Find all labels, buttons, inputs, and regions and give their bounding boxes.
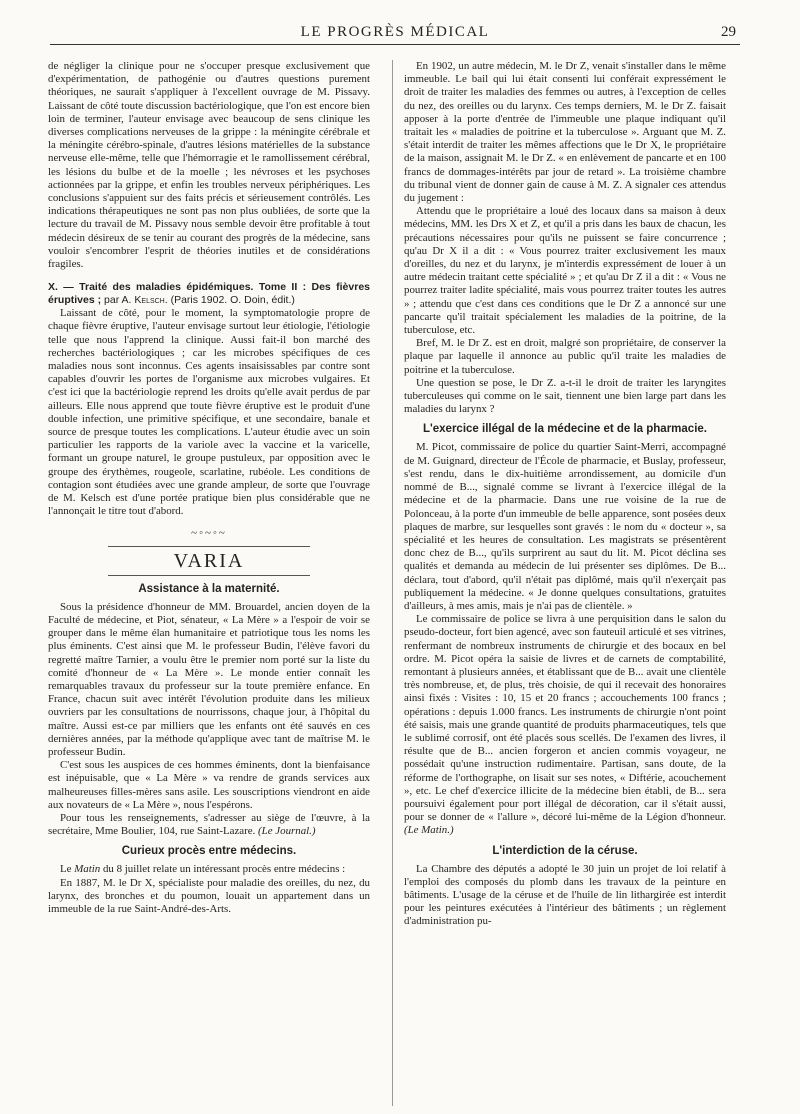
maternite-contact: Pour tous les renseignements, s'adresser au siège de l'œuvre, à la secrétaire, Mme Boulier, 104, rue Saint-Lazare. bbox=[48, 811, 370, 838]
left-column bbox=[48, 60, 370, 1106]
proces-intro-pre: Le bbox=[60, 863, 75, 876]
ceruse-paragraph: La Chambre des députés a adopté le 30 juin un projet de loi relatif à l'emploi des composés du plomb dans les travaux de la peinture en bâtiments. L'usage de la céruse et de l'huile de lin lithargirée est interdit pour les peintures exécutées à l'intérieur des bâtiments ; un règlement d'administration pu- bbox=[404, 862, 726, 928]
source-le-journal: (Le Journal.) bbox=[258, 825, 316, 838]
proces-intro-post: du 8 juillet relate un intéressant procès entre médecins : bbox=[100, 863, 346, 876]
proces-attendus: Attendu que le propriétaire a loué des locaux dans sa maison à deux médecins, MM. les Drs X et Z, et qu'il a pris dans les baux de chacun, les précautions nécessaires pour qu'ils ne puissent se faire concurrence ; qu'au Dr X il a dit : « Vous pourrez traiter exclusivement les maux d'oreilles, du nez et du larynx, je m'interdis expressément de louer à un autre médecin traitant cette spécialité » ; et qu'au Dr Z il a dit : « Vous ne pourrez traiter ladite spécialité, mais vous pourrez traiter toutes les autres » ; attendu que c'est dans ces conditions que le Dr Z a annoncé sur une pancarte qu'il traitait spécialement les maladies de la poitrine, de la tuberculose, etc. bbox=[404, 205, 726, 337]
review-heading-author: Kelsch bbox=[134, 294, 165, 307]
right-column bbox=[404, 60, 726, 1106]
review-heading-details: . (Paris 1902. O. Doin, édit.) bbox=[164, 294, 295, 307]
maternite-paragraph-3 bbox=[48, 812, 370, 838]
exercice-paragraph-2 bbox=[404, 613, 726, 837]
page-number: 29 bbox=[721, 24, 736, 40]
section-title-ceruse: L'interdiction de la céruse. bbox=[492, 844, 638, 857]
proces-conclusion: Bref, M. le Dr Z. est en droit, malgré son propriétaire, de conserver la plaque par laquelle il annonce au public qu'il traite les maladies de poitrine et la tuberculose. bbox=[404, 337, 726, 376]
varia-rule-bottom bbox=[108, 575, 310, 576]
running-title: LE PROGRÈS MÉDICAL bbox=[300, 24, 490, 40]
header-rule bbox=[50, 44, 740, 45]
kelsch-review-text: Laissant de côté, pour le moment, la symptomatologie propre de chaque fièvre éruptive, l'auteur envisage surtout leur étiologie, l'étiologie telle que nous l'apprend la clinique. Aussi fait-il bon marché des recherches bactériologiques ; car les microbes spécifiques de ces maladies nous sont inconnus. Ces agents insaisissables par contre sont capables d'ouvrir les portes de l'organisme aux microbes vulgaires. Et c'est ici que la bactériologie reprend les droits qu'elle avait perdus de par ailleurs. Elle nous apprend que toute fièvre éruptive est le produit d'une double infection, une primitive spécifique, et une secondaire, banale et source de presque toutes les complications. L'auteur étudie avec un soin particulier les rapports de la variole avec la vaccine et la varicelle, formant un groupe naturel, le groupe pustuleux, par opposition avec le groupe des érythèmes, rougeole, scarlatine, rubéole. Les conditions de contagion sont étudiées avec une grande ampleur, de sorte que l'ouvrage de M. Kelsch est d'une portée pratique bien plus considérable que ne l'annonçait le titre tout d'abord. bbox=[48, 307, 370, 518]
section-title-exercice-illegal: L'exercice illégal de la médecine et de la pharmacie. bbox=[423, 423, 707, 436]
pissavy-review-conclusion: de négliger la clinique pour ne s'occuper presque exclusivement que d'expérimentation, de pathogénie ou d'autres questions purement théoriques, ne saurait s'appliquer à l'excellent ouvrage de M. Pissavy. Laissant de côté toute discussion bactériologique, que l'on est encore bien loin de terminer, l'auteur envisage avec beaucoup de sens clinique les diverses complications nerveuses de la grippe : la méningite cérébrale et la méningite cérébro-spinale, d'autres lésions matérielles de la substance nerveuse elle-même, telle que l'hémorragie et le ramollissement cérébral, les lésions du bulbe et de la moelle ; les névroses et les psychoses actionnées par la grippe, et enfin les troubles nerveux périphériques. Les conclusions s'appuient sur des faits précis et sérieusement contrôlés. Les indications thérapeutiques ne sont pas non plus oubliées, de sorte que la lecture du travail de M. Pissavy nous semble devoir être profitable à tout médecin désireux de se tenir au courant des progrès de la médecine, sans vouloir s'encombrer l'esprit de théories inutiles et de considérations fragiles. bbox=[48, 60, 370, 271]
exercice-text: Le commissaire de police se livra à une perquisition dans le salon du pseudo-docteur, fort bien agencé, avec son fauteuil articulé et ses vitrines, renfermant de nombreux instruments de chirurgie et des bocaux en bel ordre. M. Picot opéra la saisie de livres et de carnets de comptabilité, remontant à plusieurs années, et établissant que de B... avait une clientèle très nombreuse, et, de plus, très choisie, de qui il recevait des honoraires ainsi fixés : Visites : 10, 15 et 20 francs ; accouchements 100 francs ; opérations : depuis 1.000 francs. Les instruments de chirurgie n'ont point été saisis, mais une grande quantité de produits pharmaceutiques, tels que le sublimé corrosif, ont été placés sous scellés. De l'examen des livres, il résulte que de B... ancien forgeron et ancien commis voyageur, ne possédait qu'une instruction rudimentaire. Partisan, sans doute, de la réforme de l'orthographe, on lisait sur ses notes, « Diftérie, acouchement », etc. Le chef d'exercice illicite de la médecine bien établi, de B... sera poursuivi également pour port illégal de décoration, car il s'était aussi, pour se donner de « l'allure », décoré lui-même de la Légion d'honneur. bbox=[404, 613, 726, 824]
column-divider bbox=[392, 60, 393, 1106]
varia-banner bbox=[48, 546, 370, 576]
page-header bbox=[50, 24, 740, 46]
proces-paragraph-2: En 1902, un autre médecin, M. le Dr Z, venait s'installer dans le même immeuble. Le bail qui lui était consenti lui conférait expressément le droit de traiter les maladies des femmes ou autres, à l'exception de celles du nez, des oreilles ou du larynx. Ces temps derniers, M. le Dr Z. faisait apposer à la porte d'entrée de l'immeuble une plaque indiquant qu'il traitait les « maladies de poitrine et la tuberculose ». Arguant que M. Z. s'était interdit de traiter les mêmes affections que le Dr X, le propriétaire de la maison, assignait M. le Dr Z. « en enlèvement de pancarte et en 100 francs de dommages-intérêts par jour de retard ». La troisième chambre du tribunal vient de donner gain de cause à M. Z. A signaler ces attendus du jugement : bbox=[404, 60, 726, 205]
exercice-paragraph-1: M. Picot, commissaire de police du quartier Saint-Merri, accompagné de M. Guignard, directeur de l'École de pharmacie, et Buslay, professeur, s'est rendu, dans le dix-huitième arrondissement, au domicile d'un nommé de B..., signalé comme se livrant à l'exercice illégal de la médecine et de la pharmacie. Dans une rue voisine de la rue de Polonceau, à la porte d'un immeuble de belle apparence, sont posées deux plaques de marbre, sur lesquelles sont gravés : le nom du « docteur », sa spécialité et les heures de consultation. Les magistrats se présentèrent donc chez de B..., qu'ils surprirent au saut du lit. M. Picot déclina ses qualités et demanda au médecin de lui présenter ses diplômes. De B... déclara, tout d'abord, qu'il n'était pas diplômé, mais qu'il n'exerçait pas publiquement la médecine. « Je donne quelques consultations, gratuites d'ailleurs, à mes amis, mais je n'ai pas de clientèle. » bbox=[404, 441, 726, 612]
review-heading-title: X. — Traité des maladies épidémiques. Tome II : Des fièvres éruptives ; bbox=[48, 281, 370, 307]
source-le-matin-2: (Le Matin.) bbox=[404, 824, 454, 837]
proces-paragraph-1: En 1887, M. le Dr X, spécialiste pour maladie des oreilles, du nez, du larynx, des bronches et du poumon, louait un appartement dans un immeuble de la rue Saint-André-des-Arts. bbox=[48, 876, 370, 915]
ornament-divider: ~◦~◦~ bbox=[191, 526, 227, 539]
proces-question: Une question se pose, le Dr Z. a-t-il le droit de traiter les laryngites tuberculeuses qui comme on le sait, tiennent une bien large part dans les maladies du larynx ? bbox=[404, 376, 726, 416]
review-heading-by: par A. bbox=[101, 294, 135, 307]
varia-title: VARIA bbox=[173, 549, 245, 572]
section-title-maternite: Assistance à la maternité. bbox=[138, 582, 280, 595]
kelsch-review-heading bbox=[48, 281, 370, 307]
maternite-paragraph-1: Sous la présidence d'honneur de MM. Brouardel, ancien doyen de la Faculté de médecine, et Piot, sénateur, « La Mère » a l'espoir de voir se grouper dans le même élan humanitaire et patriotique tous les noms les plus éminents. C'est ainsi que M. le professeur Budin, l'élève favori du regretté maître Tarnier, a voulu être le premier nom porté sur la liste du comité d'honneur de « La Mère ». Le monde entier connaît les remarquables travaux du professeur sur la toute première enfance. En France, chacun suit avec intérêt l'évolution produite dans les milieux ouvriers par les consultations de nourrissons, chaque jour, à l'hôpital du maître. Aussi est-ce par milliers que les enfants ont été sauvés en ces dernières années, par la méthode qu'applique avec tant de maîtrise M. le professeur Budin. bbox=[48, 600, 370, 758]
proces-intro bbox=[48, 863, 370, 876]
maternite-paragraph-2: C'est sous les auspices de ces hommes éminents, dont la bienfaisance est inépuisable, que « La Mère » va rendre de grands services aux malheureuses filles-mères sans asile. Les souscriptions viendront en aide aux novateurs de « La Mère », nous l'espérons. bbox=[48, 759, 370, 811]
section-title-proces: Curieux procès entre médecins. bbox=[121, 845, 297, 858]
source-le-matin: Matin bbox=[74, 863, 101, 876]
